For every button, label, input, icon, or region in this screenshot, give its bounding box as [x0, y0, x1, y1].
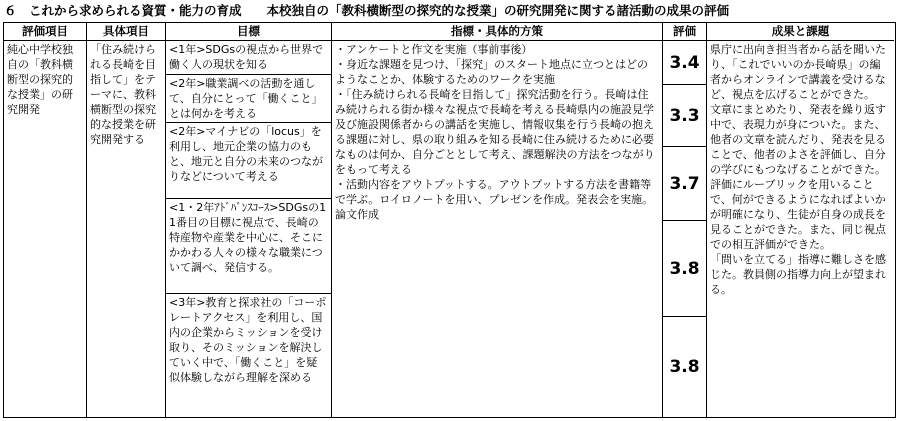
header-indicator: 指標・具体的方策	[332, 23, 663, 41]
header-result: 成果と課題	[707, 23, 894, 41]
header-eval-item: 評価項目	[4, 23, 87, 41]
header-rating: 評価	[663, 23, 707, 41]
result-cell: 県庁に出向き担当者から話を聞いたり、「これでいいのか長崎県」の編者からオンラインで講義を受けるなど、視点を広げることができた。 文章にまとめたり、発表を繰り返す中で、表現力が身についた。また、他者の文章を読んだり、発表を見ることで、他者のよさを評価し、自分の学びにもつなげることができた。 評価にルーブリックを用いることで、何ができるようになればよいかが明確になり、生徒が自身の成長を見ることができた。また、同じ視点での相互評価ができた。 「問いを立てる」指導に難しさを感じた。教員側の指導力向上が望まれる。	[710, 43, 886, 296]
evaluation-table	[3, 22, 896, 418]
concrete-item-cell: 「住み続けられる長崎を目指して」をテーマに、教科横断型の探究的な授業を研究開発する	[87, 41, 166, 417]
header-concrete-item: 具体項目	[87, 23, 166, 41]
rating-1: 3.4	[663, 41, 707, 85]
eval-item-cell: 純心中学校独自の「教科横断型の探究的な授業」の研究開発	[4, 41, 87, 417]
rating-5: 3.8	[663, 317, 707, 417]
goal-4: <1・2年ｱﾄﾞﾊﾞﾝｽｺｰｽ>SDGsの11番目の目標に視点で、長崎の特産物や産業を中心に、そこにかかわる人々の様々な職業について調べ、発信する。	[166, 199, 332, 294]
indicator-cell: ・アンケートと作文を実施（事前事後） ・身近な課題を見つけ、「探究」のスタート地点に立つとはどのようなことか、体験するためのワークを実施 ・「住み続けられる長崎を目指して」探究活動を行う。長崎は住み続けられる街か様々な視点で長崎を考える長崎県内の施設見学及び施設関係者からの講話を実施し、情報収集を行う長崎の抱える課題に対し、県の取り組みを知る長崎に住み続けるために必要なものは何か、自分ごととして考え、課題解決の方法をつながりをもって考える ・活動内容をアウトプットする。アウトプットする方法を書籍等で学ぶ。ロイロノートを用い、プレゼンを作成。発表会を実施。論文作成	[332, 41, 663, 417]
rating-3: 3.7	[663, 147, 707, 221]
goal-5: <3年>教育と探求社の「コーポレートアクセス」を利用し、国内の企業からミッションを受け取り、そのミッションを解決していく中で、「働くこと」を疑似体験しながら理解を深める	[166, 294, 332, 417]
goal-1: <1年>SDGsの視点から世界で働く人の現状を知る	[166, 41, 332, 75]
header-goal: 目標	[166, 23, 332, 41]
goal-3: <2年>マイナビの「locus」を利用し、地元企業の協力のもと、地元と自分の未来のつながりなどについて考える	[166, 123, 332, 199]
goal-2: <2年>職業調べの活動を通して、自分にとって「働くこと」とは何かを考える	[166, 75, 332, 123]
page-title: ６ これから求められる資質・能力の育成 本校独自の「教科横断型の探究的な授業」の研究開発に関する諸活動の成果の評価	[4, 3, 730, 18]
rating-2: 3.3	[663, 85, 707, 147]
rating-4: 3.8	[663, 221, 707, 317]
